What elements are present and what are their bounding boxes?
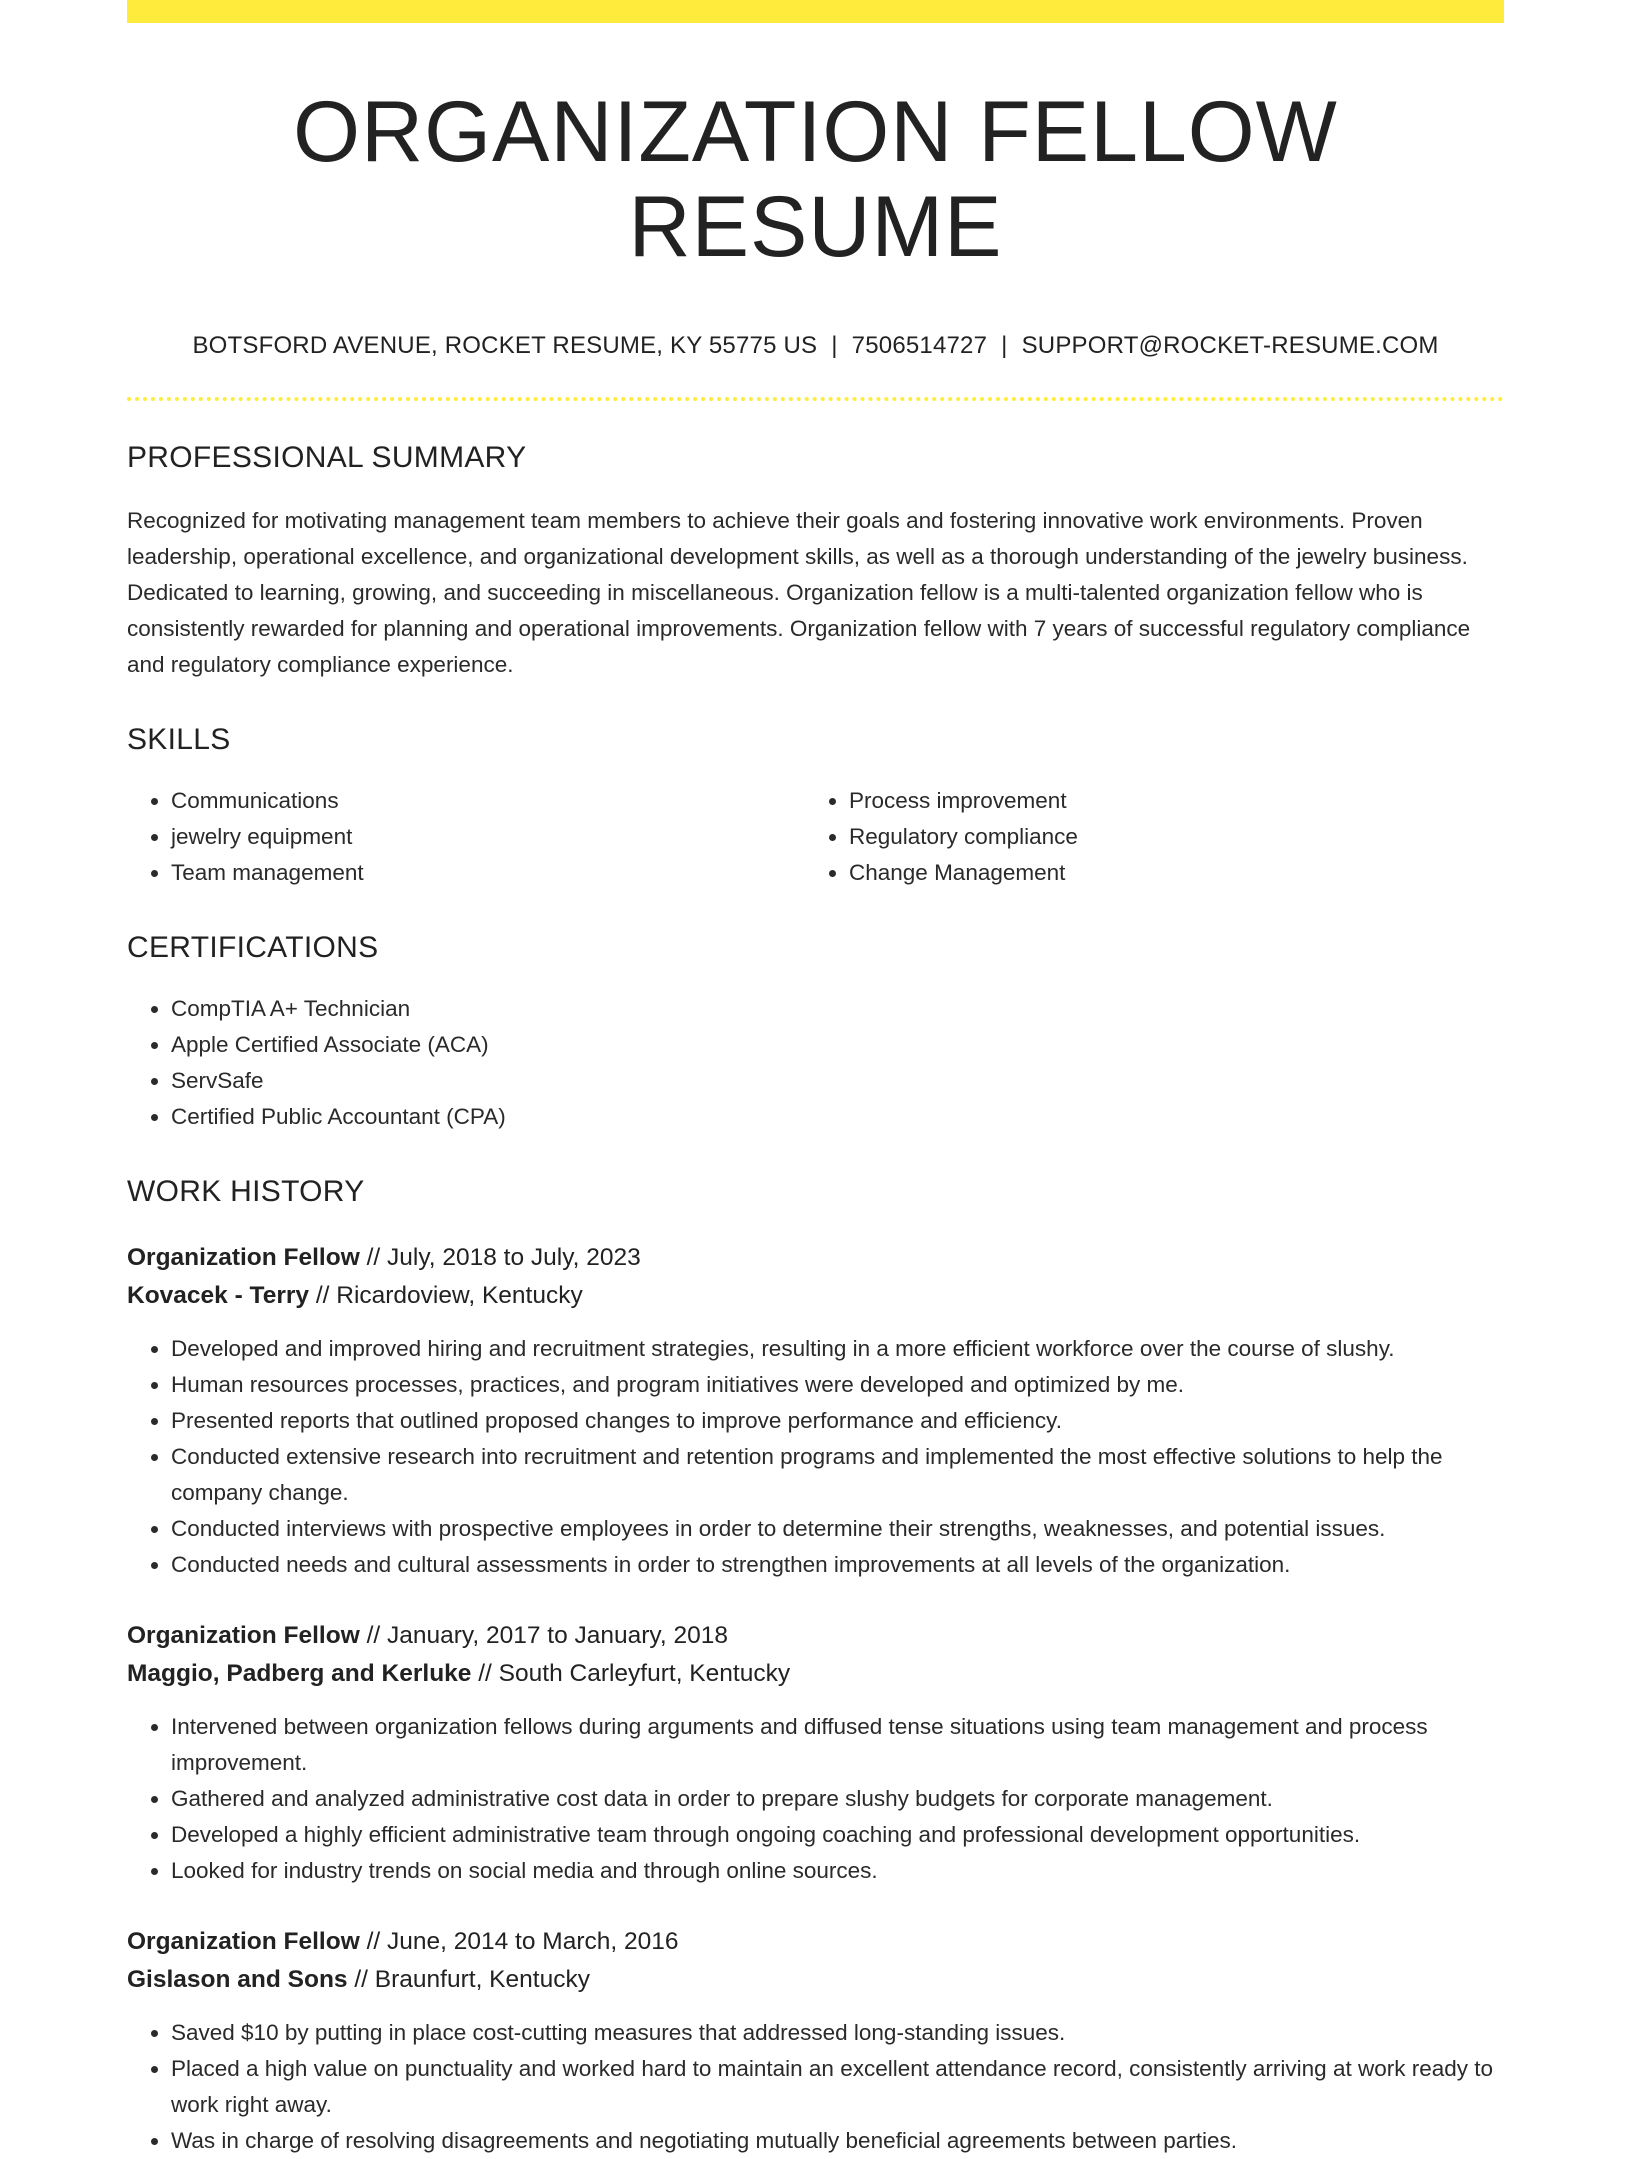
certification-item: • Apple Certified Associate (ACA) [171, 1027, 1504, 1063]
contact-phone: 7506514727 [851, 332, 988, 360]
skills-section [127, 723, 1504, 891]
job-bullet: • Presented reports that outlined proposed changes to improve performance and efficiency. [171, 1403, 1504, 1439]
job-title-line [127, 1239, 1504, 1277]
skills-heading: SKILLS [127, 723, 231, 757]
job-location: // South Carleyfurt, Kentucky [478, 1660, 791, 1688]
job-location: // Ricardoview, Kentucky [315, 1282, 583, 1310]
job-entry [127, 1923, 1504, 2159]
job-bullets [127, 1709, 1504, 1889]
job-bullet: • Was in charge of resolving disagreements and negotiating mutually beneficial agreements between parties. [171, 2123, 1504, 2159]
contact-email: SUPPORT@ROCKET-RESUME.COM [1021, 332, 1439, 360]
job-company-line [127, 1277, 1504, 1315]
accent-top-bar [127, 0, 1504, 23]
skill-item: • jewelry equipment [171, 819, 805, 855]
job-title-line [127, 1923, 1504, 1961]
job-company: Gislason and Sons [127, 1966, 348, 1994]
certifications-section [127, 931, 1504, 1135]
job-bullets [127, 2015, 1504, 2159]
contact-separator: | [831, 332, 838, 360]
skill-item: • Team management [171, 855, 805, 891]
summary-section [127, 441, 1504, 683]
skill-item: • Process improvement [849, 783, 1483, 819]
certifications-heading: CERTIFICATIONS [127, 931, 379, 965]
job-entry [127, 1617, 1504, 1889]
job-company: Maggio, Padberg and Kerluke [127, 1660, 472, 1688]
skill-item: • Change Management [849, 855, 1483, 891]
job-location: // Braunfurt, Kentucky [354, 1966, 590, 1994]
certification-item: • ServSafe [171, 1063, 1504, 1099]
job-bullet: • Developed a highly efficient administrative team through ongoing coaching and professional development opportunities. [171, 1817, 1504, 1853]
skill-item: • Communications [171, 783, 805, 819]
job-bullet: • Conducted interviews with prospective employees in order to determine their strengths, weaknesses, and potential issues. [171, 1511, 1504, 1547]
job-dates: // January, 2017 to January, 2018 [366, 1622, 728, 1650]
job-bullet: • Placed a high value on punctuality and worked hard to maintain an excellent attendance record, consistently arriving at work ready to work right away. [171, 2051, 1504, 2123]
summary-heading: PROFESSIONAL SUMMARY [127, 441, 527, 475]
job-title-line [127, 1617, 1504, 1655]
job-entry [127, 1239, 1504, 1583]
job-bullet: • Gathered and analyzed administrative cost data in order to prepare slushy budgets for corporate management. [171, 1781, 1504, 1817]
contact-address: BOTSFORD AVENUE, ROCKET RESUME, KY 55775 US [192, 332, 818, 360]
resume-title: ORGANIZATION FELLOW RESUME [293, 84, 1338, 275]
job-bullet: • Looked for industry trends on social media and through online sources. [171, 1853, 1504, 1889]
job-bullet: • Intervened between organization fellows during arguments and diffused tense situations using team management and process improvement. [171, 1709, 1504, 1781]
job-bullet: • Conducted extensive research into recruitment and retention programs and implemented the most effective solutions to help the company change. [171, 1439, 1504, 1511]
job-company-line [127, 1655, 1504, 1693]
job-dates: // June, 2014 to March, 2016 [366, 1928, 679, 1956]
job-dates: // July, 2018 to July, 2023 [366, 1244, 641, 1272]
job-role: Organization Fellow [127, 1622, 360, 1650]
certification-item: • CompTIA A+ Technician [171, 991, 1504, 1027]
skills-list-left [127, 783, 805, 891]
work-history-section [127, 1175, 1504, 2159]
dotted-divider [127, 397, 1504, 401]
job-company: Kovacek - Terry [127, 1282, 310, 1310]
job-role: Organization Fellow [127, 1928, 360, 1956]
job-bullet: • Developed and improved hiring and recruitment strategies, resulting in a more efficient workforce over the course of slushy. [171, 1331, 1504, 1367]
skills-grid [127, 783, 1504, 891]
job-role: Organization Fellow [127, 1244, 360, 1272]
job-bullet: • Saved $10 by putting in place cost-cutting measures that addressed long-standing issues. [171, 2015, 1504, 2051]
job-company-line [127, 1961, 1504, 1999]
certification-item: • Certified Public Accountant (CPA) [171, 1099, 1504, 1135]
skill-item: • Regulatory compliance [849, 819, 1483, 855]
work-history-heading: WORK HISTORY [127, 1175, 365, 1209]
certifications-list [127, 991, 1504, 1135]
summary-text: Recognized for motivating management team members to achieve their goals and fostering innovative work environments. Proven leadership, operational excellence, and organizational development skills, as well as a thorough understanding of the jewelry business. Dedicated to learning, growing, and succeeding in miscellaneous. Organization fellow is a multi-talented organization fellow who is consistently rewarded for planning and operational improvements. Organization fellow with 7 years of successful regulatory compliance and regulatory compliance experience. [127, 508, 1471, 678]
job-bullets [127, 1331, 1504, 1583]
contact-separator: | [1001, 332, 1008, 360]
contact-line [127, 332, 1504, 360]
job-bullet: • Conducted needs and cultural assessments in order to strengthen improvements at all levels of the organization. [171, 1547, 1504, 1583]
skills-list-right [805, 783, 1483, 891]
job-bullet: • Human resources processes, practices, and program initiatives were developed and optimized by me. [171, 1367, 1504, 1403]
resume-page [127, 0, 1504, 2159]
